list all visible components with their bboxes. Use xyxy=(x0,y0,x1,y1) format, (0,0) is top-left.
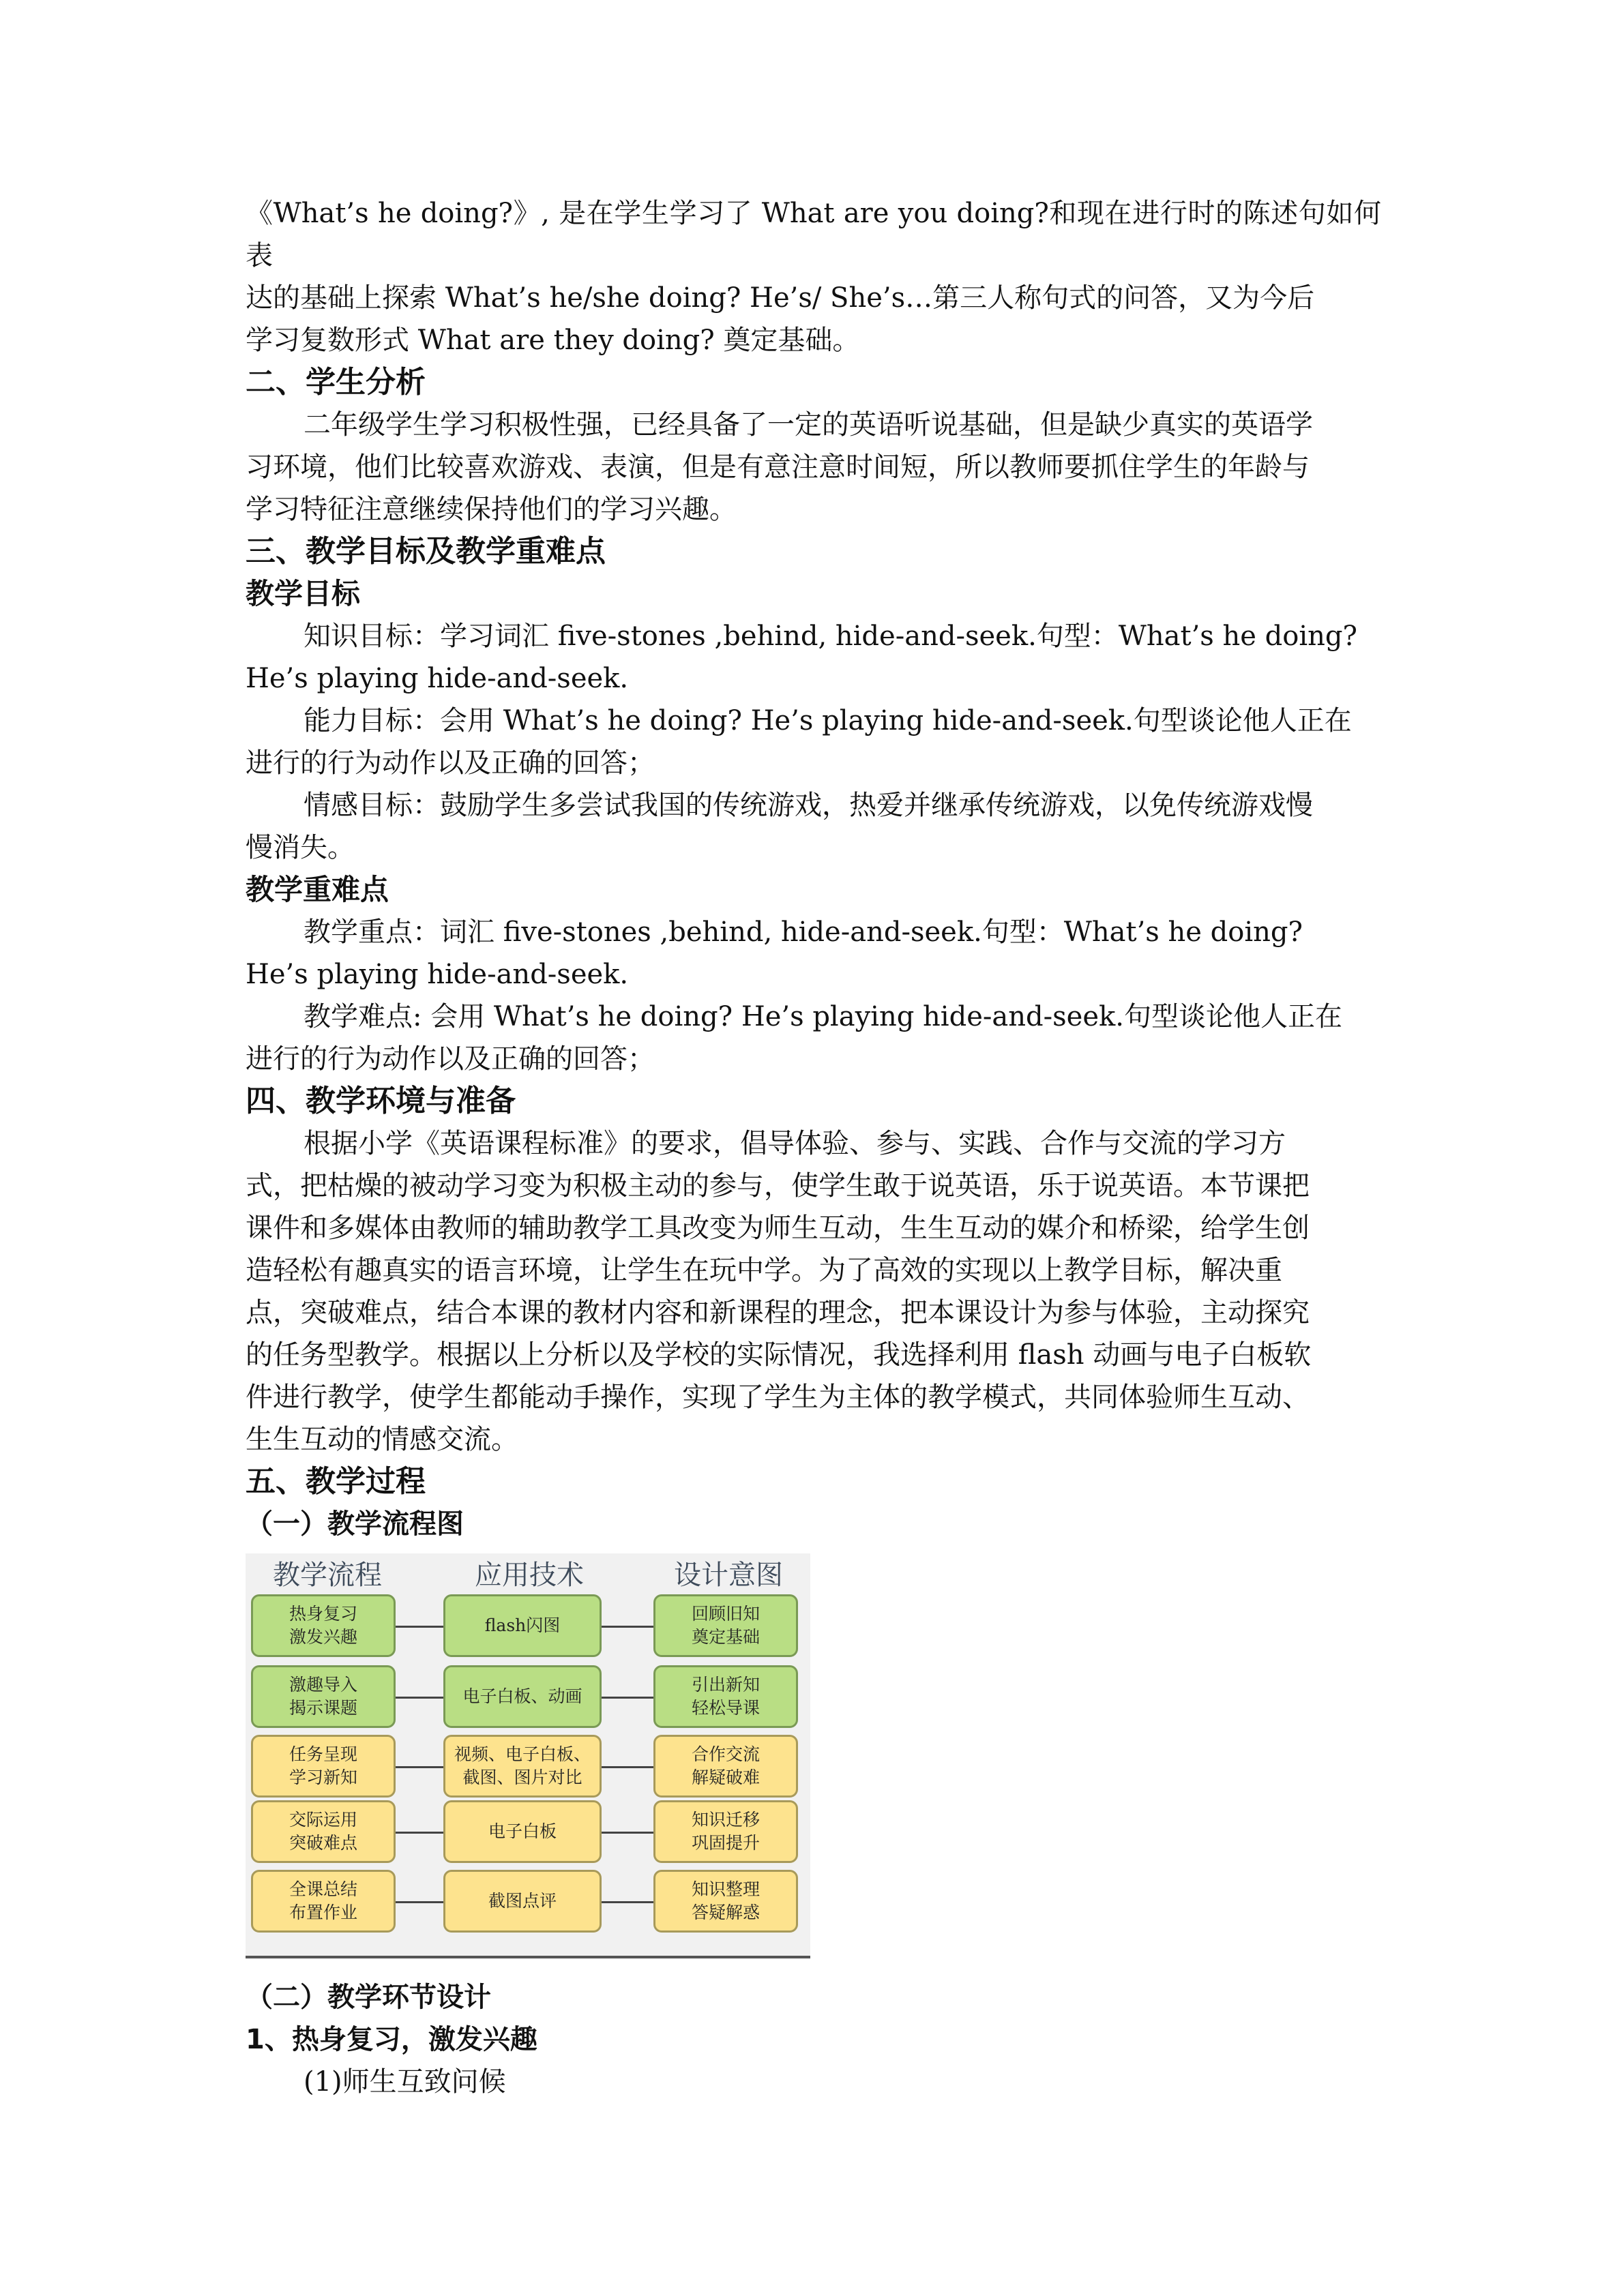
flow-connector-line xyxy=(602,1832,653,1834)
flow-header-technology: 应用技术 xyxy=(475,1560,584,1591)
text-line: 学习复数形式 What are they doing? 奠定基础。 xyxy=(246,325,860,356)
flow-technology-text xyxy=(485,1614,561,1637)
section-heading-student-analysis: 二、学生分析 xyxy=(246,365,426,400)
flow-step-box xyxy=(251,1800,396,1863)
student-analysis-paragraph: 二年级学生学习积极性强，已经具备了一定的英语听说基础，但是缺少真实的英语学 习环境，他们比较喜欢游戏、表演，但是有意注意时间短，所以教师要抓住学生的年龄与 学习特征注意继续保持他们的学习兴趣。 xyxy=(246,409,1313,525)
flow-intent-line: 合作交流 xyxy=(691,1744,760,1764)
flow-step-box xyxy=(251,1665,396,1728)
flow-intent-box xyxy=(653,1665,798,1728)
document-body xyxy=(246,192,1381,2103)
step-1-heading: 1、热身复习，激发兴趣 xyxy=(246,2024,537,2055)
flow-intent-box xyxy=(653,1735,798,1798)
flow-technology-box xyxy=(443,1735,602,1798)
flow-technology-text xyxy=(488,1820,557,1843)
environment-paragraph: 根据小学《英语课程标准》的要求，倡导体验、参与、实践、合作与交流的学习方 式，把枯燥的被动学习变为积极主动的参与，使学生敢于说英语，乐于说英语。本节课把 课件和多媒体由教师的辅助教学工具改变为师生互动，生生互动的媒介和桥梁，给学生创 造轻松有趣真实的语言环境，让学生在玩中学。为了高效的实现以上教学目标，解决重 点，突破难点，结合本课的教材内容和新课程的理念，把本课设计为参与体验，主动探究 的任务型教学。根据以上分析以及学校的实际情况，我选择利用 flash 动画与电子白板软 件进行教学，使学生都能动手操作，实现了学生为主体的教学模式，共同体验师生互动、 生生互动的情感交流。 xyxy=(246,1128,1312,1455)
subheading-step-design: （二）教学环节设计 xyxy=(246,1982,491,2013)
flow-technology-line: 电子白板 xyxy=(488,1821,557,1841)
flow-intent-text xyxy=(692,1808,760,1855)
flow-technology-line: 截图点评 xyxy=(488,1891,557,1911)
goal-knowledge: 知识目标：学习词汇 five-stones ,behind, hide-and-seek.句型：What’s he doing? He’s playing hide-and-seek. xyxy=(246,621,1357,694)
flow-step-line: 交际运用 xyxy=(289,1810,357,1830)
flow-intent-line: 解疑破难 xyxy=(691,1768,760,1787)
flow-intent-box xyxy=(653,1870,798,1933)
flow-technology-box xyxy=(443,1870,602,1933)
section-heading-goals: 三、教学目标及教学重难点 xyxy=(246,534,606,569)
flow-technology-text xyxy=(488,1890,557,1913)
flow-step-box xyxy=(251,1870,396,1933)
step-1-item-1: (1)师生互致问候 xyxy=(304,2066,506,2098)
flow-step-text xyxy=(289,1673,357,1720)
flow-technology-line: flash闪图 xyxy=(484,1615,561,1635)
subheading-flowchart: （一）教学流程图 xyxy=(246,1508,464,1540)
flow-connector-line xyxy=(602,1901,653,1903)
flow-intent-line: 轻松导课 xyxy=(691,1698,760,1718)
flow-technology-box xyxy=(443,1665,602,1728)
subheading-key-points: 教学重难点 xyxy=(246,873,389,906)
flow-connector-line xyxy=(602,1697,653,1699)
flow-intent-text xyxy=(692,1673,760,1720)
flow-intent-line: 引出新知 xyxy=(691,1675,760,1695)
flow-intent-line: 知识整理 xyxy=(691,1879,760,1899)
flow-connector-line xyxy=(396,1766,443,1768)
section-heading-environment: 四、教学环境与准备 xyxy=(246,1084,516,1118)
flow-step-box xyxy=(251,1735,396,1798)
flow-technology-text xyxy=(454,1743,591,1789)
flow-step-text xyxy=(289,1878,357,1924)
flow-step-line: 全课总结 xyxy=(289,1879,357,1899)
flow-step-box xyxy=(251,1594,396,1657)
flow-step-line: 激发兴趣 xyxy=(289,1627,357,1647)
flow-step-text xyxy=(289,1602,357,1649)
flow-technology-box xyxy=(443,1800,602,1863)
flow-technology-line: 截图、图片对比 xyxy=(462,1768,582,1787)
flow-intent-line: 巩固提升 xyxy=(691,1833,760,1853)
difficult-point-paragraph: 教学难点: 会用 What’s he doing? He’s playing hide-and-seek.句型谈论他人正在 进行的行为动作以及正确的回答； xyxy=(246,1001,1342,1075)
text-line: 《What’s he doing?》, 是在学生学习了 What are you doing?和现在进行时的陈述句如何表 xyxy=(246,198,1381,271)
flow-step-line: 激趣导入 xyxy=(289,1675,357,1695)
flow-header-intent: 设计意图 xyxy=(674,1560,783,1591)
teaching-flowchart xyxy=(246,1553,810,1958)
flow-step-line: 揭示课题 xyxy=(289,1698,357,1718)
flow-connector-line xyxy=(396,1832,443,1834)
flow-step-line: 热身复习 xyxy=(289,1604,357,1624)
flow-connector-line xyxy=(396,1697,443,1699)
flow-connector-line xyxy=(396,1626,443,1628)
flow-intent-text xyxy=(692,1878,760,1924)
flow-connector-line xyxy=(396,1901,443,1903)
goal-emotion: 情感目标：鼓励学生多尝试我国的传统游戏，热爱并继承传统游戏，以免传统游戏慢 慢消失。 xyxy=(246,790,1313,863)
goal-ability: 能力目标：会用 What’s he doing? He’s playing hide-and-seek.句型谈论他人正在 进行的行为动作以及正确的回答； xyxy=(246,705,1352,779)
flow-technology-text xyxy=(462,1685,582,1708)
flow-intent-text xyxy=(692,1743,760,1789)
flow-step-line: 任务呈现 xyxy=(289,1744,357,1764)
flow-intent-line: 知识迁移 xyxy=(691,1810,760,1830)
text-line: 达的基础上探索 What’s he/she doing? He’s/ She’s…第三人称句式的问答，又为今后 xyxy=(246,282,1315,314)
flow-connector-line xyxy=(602,1626,653,1628)
flow-intent-line: 奠定基础 xyxy=(691,1627,760,1647)
flow-intent-line: 回顾旧知 xyxy=(691,1604,760,1624)
flow-step-text xyxy=(289,1743,357,1789)
flow-header-process: 教学流程 xyxy=(273,1560,382,1591)
intro-paragraph xyxy=(246,192,1381,361)
flow-step-line: 学习新知 xyxy=(289,1768,357,1787)
key-point-paragraph: 教学重点：词汇 five-stones ,behind, hide-and-seek.句型：What’s he doing? He’s playing hide-and-seek. xyxy=(246,916,1303,990)
flow-step-line: 突破难点 xyxy=(289,1833,357,1853)
flow-step-line: 布置作业 xyxy=(289,1903,357,1922)
flow-technology-line: 电子白板、动画 xyxy=(462,1686,582,1706)
flow-intent-text xyxy=(692,1602,760,1649)
flow-step-text xyxy=(289,1808,357,1855)
flow-intent-box xyxy=(653,1594,798,1657)
subheading-goals: 教学目标 xyxy=(246,577,361,610)
flow-intent-line: 答疑解惑 xyxy=(691,1903,760,1922)
flow-technology-line: 视频、电子白板、 xyxy=(454,1744,591,1764)
flow-technology-box xyxy=(443,1594,602,1657)
section-heading-process: 五、教学过程 xyxy=(246,1464,426,1499)
flow-intent-box xyxy=(653,1800,798,1863)
flow-connector-line xyxy=(602,1766,653,1768)
